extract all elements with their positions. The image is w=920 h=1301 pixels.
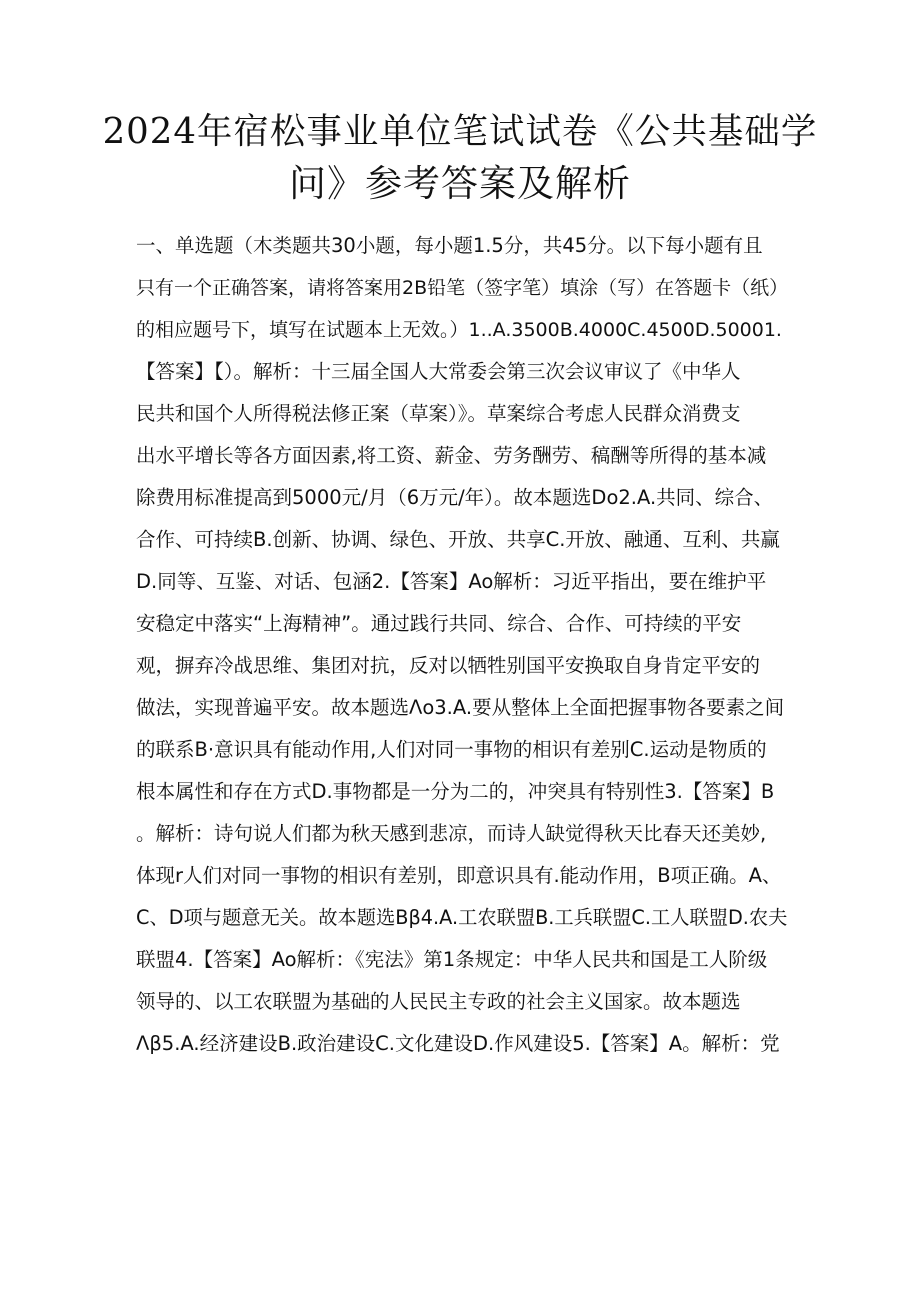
body-line: 做法，实现普遍平安。故本题选Λo3.A.要从整体上全面把握事物各要素之间: [136, 696, 785, 719]
body-line: 一、单选题（木类题共30小题，每小题1.5分，共45分。以下每小题有且: [136, 234, 763, 257]
body-line: 【答案】【）。解析：十三届全国人大常委会第三次会议审议了《中华人: [136, 360, 741, 383]
body-line: 观，摒弃冷战思维、集团对抗，反对以牺牲别国平安换取自身肯定平安的: [136, 654, 761, 677]
body-line: 只有一个正确答案，请将答案用2B铅笔（签字笔）填涂（写）在答题卡（纸）: [136, 277, 789, 299]
document-title: [100, 106, 820, 210]
document-body: [136, 225, 788, 1065]
body-line: D.同等、互鉴、对话、包涵2.【答案】Ao解析：习近平指出，要在维护平: [136, 570, 767, 593]
title-line: 问》参考答案及解析: [289, 162, 631, 205]
title-line: 2024年宿松事业单位笔试试卷《公共基础学: [102, 111, 818, 152]
body-line: 根本属性和存在方式D.事物都是一分为二的，冲突具有特别性3.【答案】B: [136, 780, 775, 803]
body-line: Λβ5.A.经济建设B.政治建设C.文化建设D.作风建设5.【答案】A。解析：党: [136, 1032, 780, 1055]
body-line: 民共和国个人所得税法修正案（草案）》。草案综合考虑人民群众消费支: [136, 402, 741, 425]
body-line: 的相应题号下，填写在试题本上无效。）1..A.3500B.4000C.4500D.50001.: [136, 319, 782, 341]
body-line: C、D项与题意无关。故本题选Bβ4.A.工农联盟B.工兵联盟C.工人联盟D.农夫: [136, 906, 788, 929]
body-line: 联盟4.【答案】Ao解析：《宪法》第1条规定：中华人民共和国是工人阶级: [136, 948, 768, 971]
body-line: 除费用标准提高到5000元/月（6万元/年）。故本题选Do2.A.共同、综合、: [136, 486, 774, 509]
body-line: 。解析：诗句说人们都为秋天感到悲凉，而诗人缺觉得秋天比春天还美妙,: [136, 822, 767, 845]
body-line: 领导的、以工农联盟为基础的人民民主专政的社会主义国家。故本题选: [136, 990, 741, 1013]
body-line: 出水平增长等各方面因素,将工资、薪金、劳务酬劳、稿酬等所得的基本减: [136, 444, 767, 467]
body-line: 的联系B·意识具有能动作用,人们对同一事物的相识有差别C.运动是物质的: [136, 738, 767, 761]
body-line: 合作、可持续B.创新、协调、绿色、开放、共享C.开放、融通、互利、共赢: [136, 528, 780, 551]
body-line: 体现r人们对同一事物的相识有差别，即意识具有.能动作用，B项正确。A、: [136, 864, 782, 887]
body-line: 安稳定中落实“上海精神”。通过践行共同、综合、合作、可持续的平安: [136, 612, 742, 635]
